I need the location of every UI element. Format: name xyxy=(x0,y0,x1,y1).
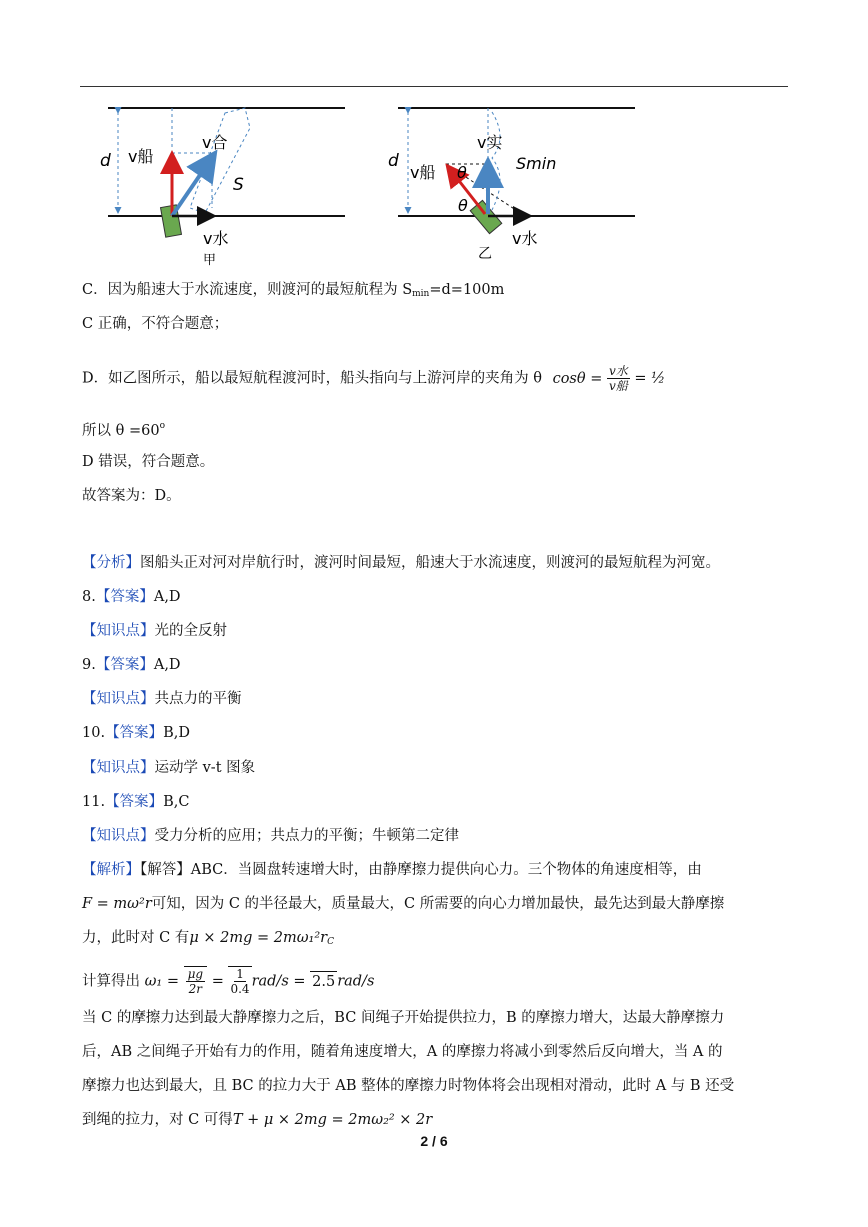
fraction-numerator: v水 xyxy=(608,364,628,378)
option-d-fraction xyxy=(607,364,630,393)
header-rule xyxy=(80,86,788,87)
q11-line4-text: 计算得出 xyxy=(82,973,140,990)
option-d-line xyxy=(82,364,665,393)
q11-knowledge-tag: 【知识点】 xyxy=(82,828,155,844)
figure-jia xyxy=(100,108,345,268)
q11-solution-line-5: 当 C 的摩擦力达到最大静摩擦力之后，BC 间绳子开始提供拉力，B 的摩擦力增大，达最大静摩擦力 xyxy=(82,1010,725,1026)
option-c-line xyxy=(82,280,504,304)
q11-equals: = xyxy=(211,973,224,990)
q11-formula-tension: T + μ × 2mg = 2mω₂² × 2r xyxy=(232,1112,433,1128)
analysis-text: 图船头正对河对岸航行时，渡河时间最短，船速大于水流速度，则渡河的最短航程为河宽。 xyxy=(140,555,720,571)
fraction-denominator: v船 xyxy=(608,379,628,393)
q11-solution-line-7: 摩擦力也达到最大，且 BC 的拉力大于 AB 整体的摩擦力时物体将会出现相对滑动，此时 A 与 B 还受 xyxy=(82,1078,735,1094)
q8-answer xyxy=(82,587,181,607)
option-c-end: =d=100m xyxy=(429,282,505,298)
q11-answer xyxy=(82,792,189,812)
q11-number: 11. xyxy=(82,794,106,810)
q9-answer xyxy=(82,655,181,675)
sqrt1-numerator: μg xyxy=(187,967,204,981)
q11-formula-friction-sub: C xyxy=(327,937,334,947)
figure-yi xyxy=(388,108,635,262)
q9-knowledge-tag: 【知识点】 xyxy=(82,691,155,707)
q11-unit-2: rad/s xyxy=(337,973,375,990)
q8-value: A,D xyxy=(153,589,181,605)
q11-omega1: ω₁ = xyxy=(144,973,180,990)
option-d-angle-text: 所以 θ =60 xyxy=(82,423,160,439)
sqrt2-numerator: 1 xyxy=(236,967,244,981)
q11-solution-tag: 【解析】 xyxy=(82,862,140,878)
q11-formula-force: F = mω²r xyxy=(82,896,152,912)
q11-line3-text: 力，此时对 C 有 xyxy=(82,930,190,946)
q8-number: 8. xyxy=(82,589,96,605)
option-c-text: C．因为船速大于水流速度，则渡河的最短航程为 S xyxy=(82,282,413,298)
q11-solution-line-2 xyxy=(82,894,724,914)
jia-v-water-label: v水 xyxy=(203,229,229,248)
jia-v-sum-label: v合 xyxy=(202,133,228,152)
jia-v-boat-label: v船 xyxy=(128,147,154,166)
yi-v-water-label: v水 xyxy=(512,229,538,248)
q11-solution-line-1 xyxy=(82,860,702,880)
q11-tag: 【答案】 xyxy=(105,794,164,810)
q10-number: 10. xyxy=(82,725,106,741)
q10-knowledge-tag: 【知识点】 xyxy=(82,760,155,776)
yi-smin-label: Smin xyxy=(516,154,557,173)
q11-line8-text: 到绳的拉力，对 C 可得 xyxy=(82,1112,233,1128)
yi-theta-top: θ xyxy=(457,163,467,182)
q11-solution-line-8 xyxy=(82,1110,432,1130)
q11-sqrt-1 xyxy=(184,966,207,996)
yi-d-label: d xyxy=(388,151,399,171)
jia-caption: 甲 xyxy=(203,253,217,268)
q11-knowledge-text: 受力分析的应用；共点力的平衡；牛顿第二定律 xyxy=(154,828,459,844)
q11-sqrt-2 xyxy=(228,966,251,996)
page-number: 2 / 6 xyxy=(420,1133,448,1149)
q10-answer xyxy=(82,723,190,743)
q9-value: A,D xyxy=(153,657,181,673)
q10-knowledge-text: 运动学 v-t 图象 xyxy=(154,760,256,776)
jia-S-label: S xyxy=(233,175,244,195)
river-crossing-figures xyxy=(80,98,780,270)
sqrt2-denominator: 0.4 xyxy=(230,982,250,996)
q8-tag: 【答案】 xyxy=(95,589,154,605)
analysis-line xyxy=(82,553,720,573)
yi-v-real-label: v实 xyxy=(477,133,503,152)
option-d-cos: cosθ = xyxy=(552,370,603,387)
q8-knowledge xyxy=(82,621,227,641)
q10-value: B,D xyxy=(163,725,190,741)
yi-theta-bottom: θ xyxy=(458,196,468,215)
q11-knowledge xyxy=(82,826,459,846)
yi-caption: 乙 xyxy=(478,246,492,262)
option-d-angle xyxy=(82,416,165,441)
q11-solution-line-3 xyxy=(82,928,334,952)
q9-knowledge xyxy=(82,689,242,709)
q11-line2-text: 可知，因为 C 的半径最大，质量最大，C 所需要的向心力增加最快，最先达到最大静摩擦 xyxy=(151,896,725,912)
q11-solution-text: 【解答】ABC．当圆盘转速增大时，由静摩擦力提供向心力。三个物体的角速度相等，由 xyxy=(140,862,702,878)
q9-knowledge-text: 共点力的平衡 xyxy=(154,691,242,707)
q9-number: 9. xyxy=(82,657,96,673)
yi-v-boat-label: v船 xyxy=(410,163,436,182)
option-c-sub: min xyxy=(412,289,430,299)
q8-knowledge-tag: 【知识点】 xyxy=(82,623,155,639)
option-c-verdict: C 正确，不符合题意； xyxy=(82,316,229,332)
q9-tag: 【答案】 xyxy=(95,657,154,673)
q11-value: B,C xyxy=(163,794,190,810)
jia-d-label: d xyxy=(100,151,111,171)
analysis-tag: 【分析】 xyxy=(82,555,140,571)
q11-unit-1: rad/s = xyxy=(251,973,306,990)
option-d-verdict: D 错误，符合题意。 xyxy=(82,454,215,470)
q11-solution-line-4 xyxy=(82,966,374,996)
option-d-angle-sup: o xyxy=(159,421,165,431)
option-d-half: = ½ xyxy=(634,370,666,387)
q10-knowledge xyxy=(82,758,255,778)
q10-tag: 【答案】 xyxy=(105,725,164,741)
q11-sqrt-3: 2.5 xyxy=(310,971,337,992)
sqrt1-denominator: 2r xyxy=(188,982,203,996)
option-d-text: D．如乙图所示，船以最短航程渡河时，船头指向与上游河岸的夹角为 θ xyxy=(82,370,542,387)
q8-knowledge-text: 光的全反射 xyxy=(154,623,227,639)
q11-formula-friction: μ × 2mg = 2mω₁²r xyxy=(189,930,328,946)
q11-solution-line-6: 后，AB 之间绳子开始有力的作用，随着角速度增大，A 的摩擦力将减小到零然后反向增大，当 A 的 xyxy=(82,1044,723,1060)
answer-line: 故答案为：D。 xyxy=(82,488,181,504)
